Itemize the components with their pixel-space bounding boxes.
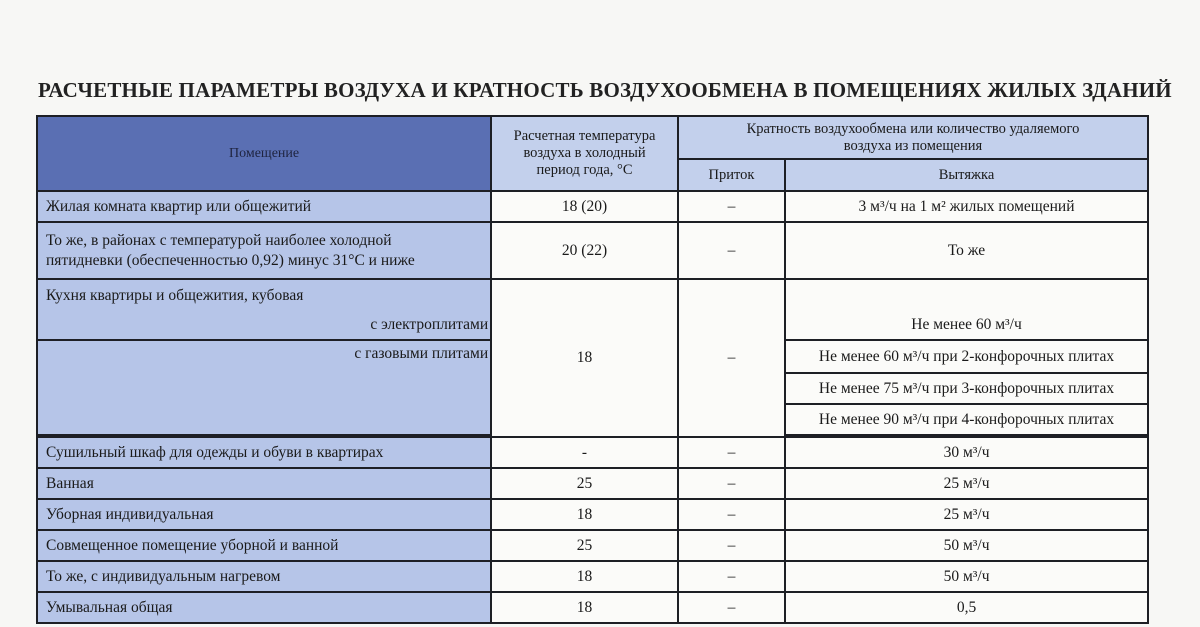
supply-value: –	[678, 592, 785, 623]
table-row	[37, 499, 1148, 530]
room-name-line-1: То же, в районах с температурой наиболее холодной	[46, 231, 392, 249]
temperature-value: 18	[491, 561, 678, 592]
header-room: Помещение	[37, 116, 491, 191]
temperature-value: 18	[491, 592, 678, 623]
exhaust-value: 25 м³/ч	[785, 468, 1148, 499]
supply-value: –	[678, 437, 785, 468]
temperature-value: 18 (20)	[491, 191, 678, 222]
exhaust-value: То же	[785, 222, 1148, 279]
temperature-value: 25	[491, 468, 678, 499]
table-row	[37, 561, 1148, 592]
table-row	[37, 191, 1148, 222]
header-temperature-line-2: воздуха в холодный	[523, 145, 646, 161]
header-exchange-line-2: воздуха из помещения	[843, 137, 983, 154]
room-name: То же, с индивидуальным нагревом	[37, 561, 491, 592]
room-name: Совмещенное помещение уборной и ванной	[37, 530, 491, 561]
room-name: Сушильный шкаф для одежды и обуви в квартирах	[37, 437, 491, 468]
table-row	[37, 279, 1148, 311]
room-name: Кухня квартиры и общежития, кубовая	[37, 279, 491, 311]
temperature-value: -	[491, 437, 678, 468]
air-parameters-table	[36, 115, 1149, 624]
supply-value: –	[678, 468, 785, 499]
supply-value: –	[678, 499, 785, 530]
exhaust-value: 3 м³/ч на 1 м² жилых помещений	[785, 191, 1148, 222]
table-row	[37, 530, 1148, 561]
temperature-value: 20 (22)	[491, 222, 678, 279]
supply-value: –	[678, 530, 785, 561]
header-temperature-line-3: период года, °С	[536, 162, 633, 178]
header-exchange	[678, 116, 1148, 159]
exhaust-value: Не менее 60 м³/ч при 2-конфорочных плитах	[785, 340, 1148, 373]
temperature-value: 18	[491, 279, 678, 437]
exhaust-value: 50 м³/ч	[785, 530, 1148, 561]
temperature-value: 18	[491, 499, 678, 530]
exhaust-value: 25 м³/ч	[785, 499, 1148, 530]
header-temperature-line-1: Расчетная температура	[513, 128, 656, 144]
exhaust-value: Не менее 75 м³/ч при 3-конфорочных плитах	[785, 373, 1148, 404]
room-name: Ванная	[37, 468, 491, 499]
room-name	[37, 222, 491, 279]
header-row	[37, 116, 1148, 159]
room-name: Умывальная общая	[37, 592, 491, 623]
table-row	[37, 592, 1148, 623]
header-exhaust: Вытяжка	[785, 159, 1148, 191]
supply-value: –	[678, 279, 785, 437]
exhaust-value: Не менее 60 м³/ч	[785, 311, 1148, 340]
exhaust-value: Не менее 90 м³/ч при 4-конфорочных плитах	[785, 404, 1148, 435]
supply-value: –	[678, 561, 785, 592]
table-row	[37, 468, 1148, 499]
table-row	[37, 437, 1148, 468]
exhaust-value: 30 м³/ч	[785, 437, 1148, 468]
room-subtype-electric: с электроплитами	[37, 311, 491, 340]
room-name-line-2: пятидневки (обеспеченностью 0,92) минус 31°С и ниже	[46, 251, 415, 269]
exhaust-value: 0,5	[785, 592, 1148, 623]
table-row	[37, 222, 1148, 279]
temperature-value: 25	[491, 530, 678, 561]
room-name: Жилая комната квартир или общежитий	[37, 191, 491, 222]
header-temperature	[491, 116, 678, 191]
room-subtype-gas: с газовыми плитами	[37, 340, 491, 435]
supply-value: –	[678, 191, 785, 222]
exhaust-value: 50 м³/ч	[785, 561, 1148, 592]
exhaust-blank	[785, 279, 1148, 311]
header-exchange-line-1: Кратность воздухообмена или количество удаляемого	[746, 120, 1080, 137]
room-name: Уборная индивидуальная	[37, 499, 491, 530]
page-title: РАСЧЕТНЫЕ ПАРАМЕТРЫ ВОЗДУХА И КРАТНОСТЬ ВОЗДУХООБМЕНА В ПОМЕЩЕНИЯХ ЖИЛЫХ ЗДАНИЙ	[38, 78, 1172, 102]
header-supply: Приток	[678, 159, 785, 191]
supply-value: –	[678, 222, 785, 279]
